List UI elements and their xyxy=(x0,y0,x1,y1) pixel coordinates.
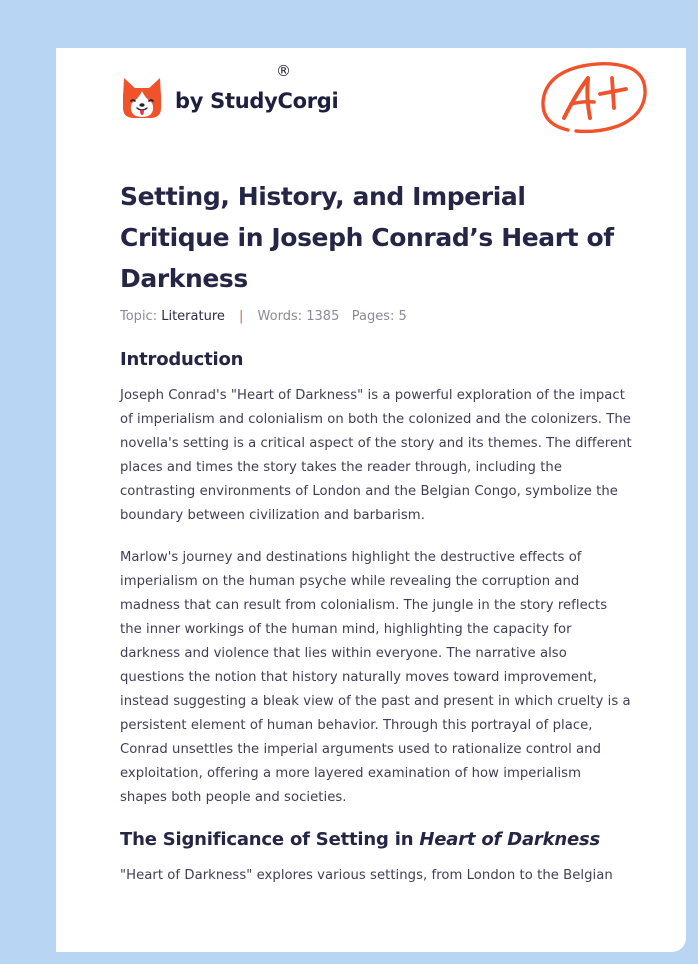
article-content xyxy=(120,176,632,888)
pages-count: 5 xyxy=(398,309,407,324)
meta-separator: | xyxy=(239,309,244,324)
words-label: Words: xyxy=(257,309,303,324)
document-card xyxy=(56,48,686,952)
topic-label: Topic: xyxy=(120,309,158,324)
section-heading-significance-of-setting xyxy=(120,829,632,850)
article-meta xyxy=(120,309,632,324)
pages-label: Pages: xyxy=(351,309,395,324)
a-plus-grade-icon xyxy=(538,58,650,140)
paragraph: Joseph Conrad's "Heart of Darkness" is a powerful exploration of the impact of imperialism and colonialism on both the colonized and the colonizers. The novella's setting is a critical aspect of the story and its themes. The different places and times the story takes the reader through, including the contrasting environments of London and the Belgian Congo, symbolize the boundary between civilization and barbarism. xyxy=(120,388,632,523)
corgi-logo-icon xyxy=(122,76,162,120)
words-count: 1385 xyxy=(306,309,340,324)
paragraph: "Heart of Darkness" explores various settings, from London to the Belgian xyxy=(120,868,613,883)
brand-name: by StudyCorgi xyxy=(175,89,339,113)
paragraph: Marlow's journey and destinations highlight the destructive effects of imperialism on the human psyche while revealing the corruption and madness that can result from colonialism. The jungle in the story reflects the inner workings of the human mind, highlighting the capacity for darkness and violence that lies within everyone. The narrative also questions the notion that history naturally moves toward improvement, instead suggesting a bleak view of the past and present in which cruelty is a persistent element of human behavior. Through this portrayal of place, Conrad unsettles the imperial arguments used to rationalize control and exploitation, offering a more layered examination of how imperialism shapes both people and societies. xyxy=(120,550,631,805)
registered-mark: ® xyxy=(276,62,291,80)
page-title: Setting, History, and Imperial Critique in Joseph Conrad’s Heart of Darkness xyxy=(120,182,614,293)
page-header xyxy=(56,48,686,168)
brand-logo[interactable] xyxy=(122,76,338,120)
heading-text: The Significance of Setting in xyxy=(120,829,420,850)
heading-italic-title: Heart of Darkness xyxy=(419,829,601,850)
section-heading-introduction: Introduction xyxy=(120,349,244,370)
topic-link[interactable]: Literature xyxy=(161,309,225,324)
